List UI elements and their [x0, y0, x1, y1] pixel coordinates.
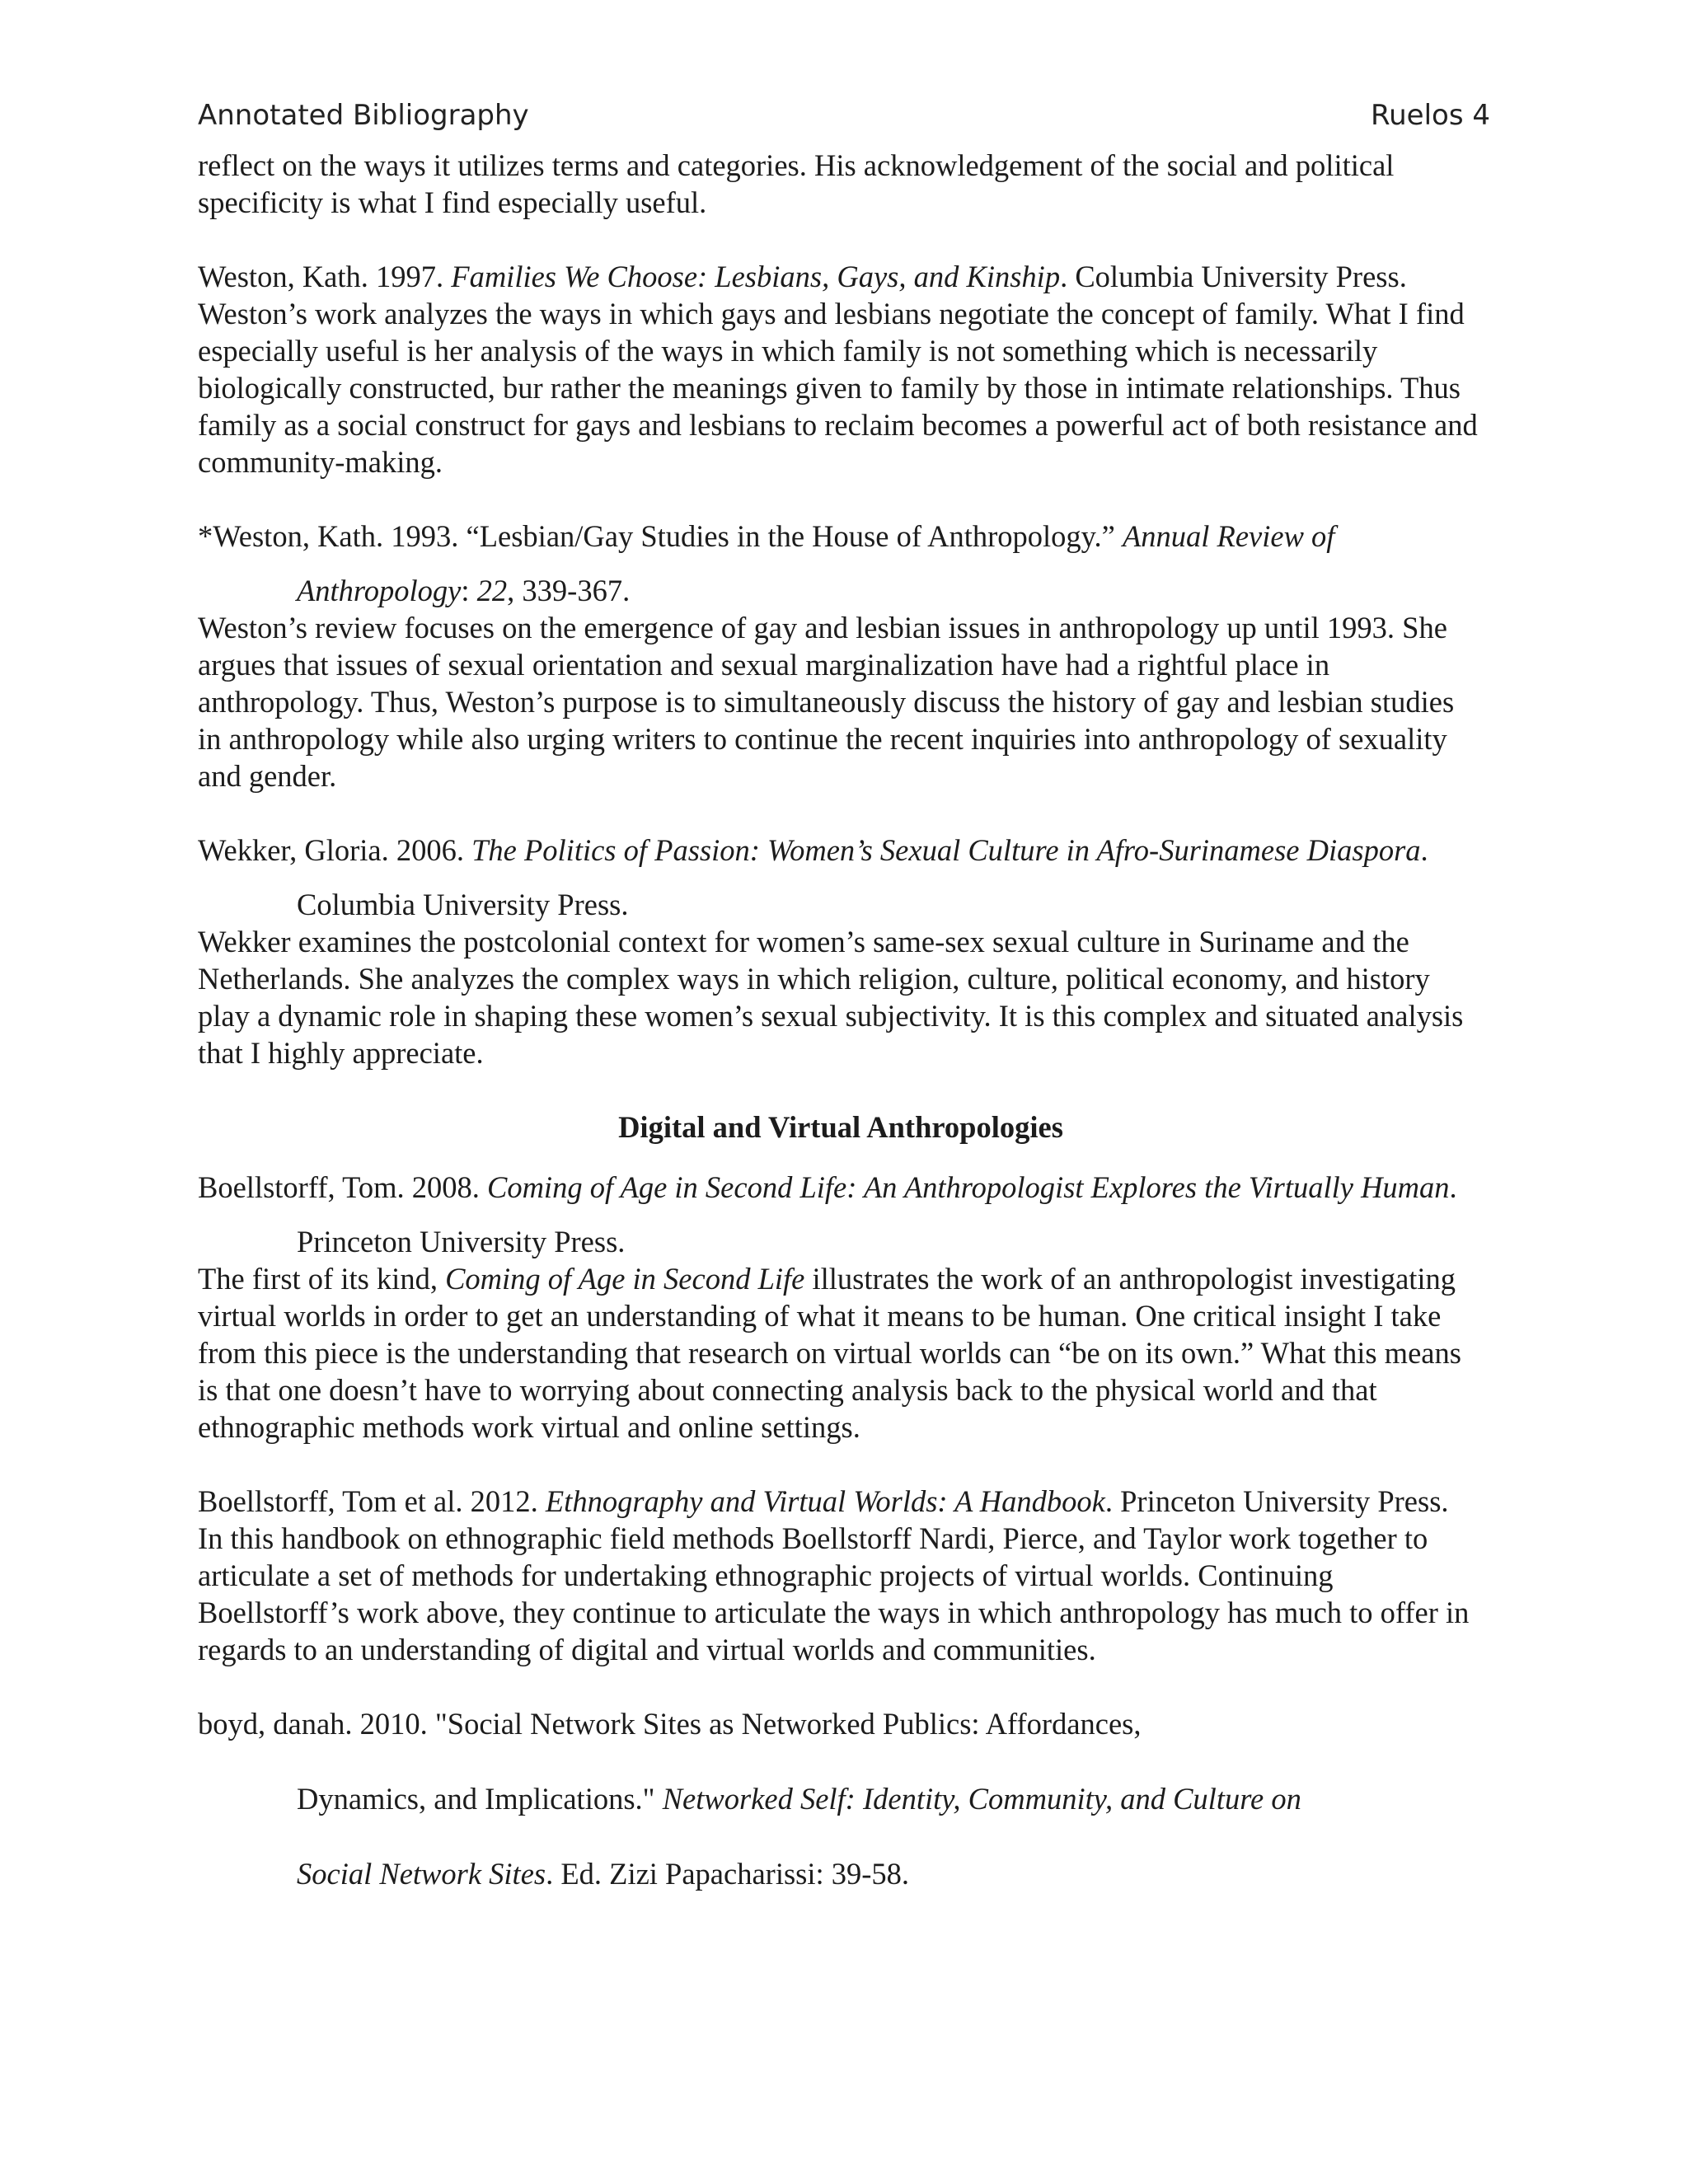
citation-punct: . — [1449, 1170, 1457, 1204]
citation-book-title: Coming of Age in Second Life: An Anthropologist Explores the Virtually Human — [486, 1170, 1450, 1204]
citation-weston-1997 — [198, 258, 1484, 295]
citation-text: Dynamics, and Implications." — [297, 1782, 663, 1816]
citation-publisher: . Princeton University Press. — [1104, 1484, 1449, 1518]
citation-boyd-2010-line3 — [198, 1855, 1484, 1892]
citation-book-title: The Politics of Passion: Women’s Sexual Culture in Afro-Surinamese Diaspora — [471, 833, 1421, 867]
citation-wekker-2006 — [198, 832, 1484, 869]
citation-volume: 22 — [476, 574, 508, 607]
citation-wekker-2006-cont: Columbia University Press. — [297, 888, 629, 921]
citation-text: Wekker, Gloria. 2006. — [198, 833, 472, 867]
citation-punct: . — [1420, 833, 1428, 867]
citation-boyd-2010: boyd, danah. 2010. "Social Network Sites as Networked Publics: Affordances, — [198, 1707, 1142, 1741]
annotation-book-title: Coming of Age in Second Life — [445, 1262, 805, 1296]
annotation-weston-1993: Weston’s review focuses on the emergence of gay and lesbian issues in anthropology up until 1993. She argues that issues of sexual orientation and sexual marginalization have had a rightful place in anthropology. Thus, Weston’s purpose is to simultaneously discuss the history of gay and lesbian studies in anthropology while also urging writers to continue the recent inquiries into anthropology of sexuality and gender. — [198, 611, 1455, 793]
citation-journal-title-cont: Anthropology — [297, 574, 462, 607]
citation-book-title: Families We Choose: Lesbians, Gays, and Kinship — [451, 260, 1061, 293]
running-header — [198, 99, 1490, 140]
citation-boellstorff-2008 — [198, 1169, 1484, 1206]
annotation-text: The first of its kind, — [198, 1262, 446, 1296]
document-body — [198, 147, 1484, 1892]
citation-weston-1993 — [198, 518, 1484, 555]
header-page-number: Ruelos 4 — [1371, 99, 1490, 132]
annotation-weston-1997: Weston’s work analyzes the ways in which gays and lesbians negotiate the concept of family. What I find especially useful is her analysis of the ways in which family is not something which is necessarily biologically constructed, bur rather the meanings given to family by those in intimate relationships. Thus family as a social construct for gays and lesbians to reclaim becomes a powerful act of both resistance and community-making. — [198, 297, 1478, 479]
citation-text: *Weston, Kath. 1993. “Lesbian/Gay Studies in the House of Anthropology.” — [198, 519, 1123, 553]
citation-separator: : — [461, 574, 477, 607]
continued-annotation: reflect on the ways it utilizes terms and categories. His acknowledgement of the social and political specificity is what I find especially useful. — [198, 148, 1395, 219]
citation-journal-title: Annual Review of — [1122, 519, 1335, 553]
citation-weston-1993-cont — [198, 572, 1484, 609]
annotation-boellstorff-2008 — [198, 1260, 1484, 1446]
annotation-boellstorff-2012: In this handbook on ethnographic field methods Boellstorff Nardi, Pierce, and Taylor work together to articulate a set of methods for undertaking ethnographic projects of virtual worlds. Continuing Boellstorff’s work above, they continue to articulate the ways in which anthropology has much to offer in regards to an understanding of digital and virtual worlds and communities. — [198, 1521, 1470, 1666]
annotation-text: illustrates the work of an anthropologist investigating virtual worlds in order to get an understanding of what it means to be human. One critical insight I take from this piece is the understanding that research on virtual worlds can “be on its own.” What this means is that one doesn’t have to worrying about connecting analysis back to the physical world and that ethnographic methods work virtual and online settings. — [198, 1262, 1461, 1444]
citation-pages: , 339-367. — [507, 574, 631, 607]
citation-editor-pages: . Ed. Zizi Papacharissi: 39-58. — [546, 1857, 910, 1891]
header-title: Annotated Bibliography — [198, 99, 529, 132]
citation-boellstorff-2012 — [198, 1483, 1484, 1520]
section-heading: Digital and Virtual Anthropologies — [618, 1110, 1063, 1144]
citation-book-title: Ethnography and Virtual Worlds: A Handbook — [545, 1484, 1105, 1518]
citation-text: Weston, Kath. 1997. — [198, 260, 452, 293]
annotation-wekker-2006: Wekker examines the postcolonial context for women’s same-sex sexual culture in Suriname and the Netherlands. She analyzes the complex ways in which religion, culture, political economy, and history play a dynamic role in shaping these women’s sexual subjectivity. It is this complex and situated analysis that I highly appreciate. — [198, 925, 1464, 1070]
citation-text: Boellstorff, Tom et al. 2012. — [198, 1484, 546, 1518]
citation-publisher: . Columbia University Press. — [1060, 260, 1407, 293]
citation-boyd-2010-line2 — [198, 1780, 1484, 1817]
citation-book-title: Networked Self: Identity, Community, and Culture on — [662, 1782, 1301, 1816]
citation-book-title-cont: Social Network Sites — [297, 1857, 546, 1891]
citation-text: Boellstorff, Tom. 2008. — [198, 1170, 487, 1204]
citation-boellstorff-2008-cont: Princeton University Press. — [297, 1225, 626, 1258]
